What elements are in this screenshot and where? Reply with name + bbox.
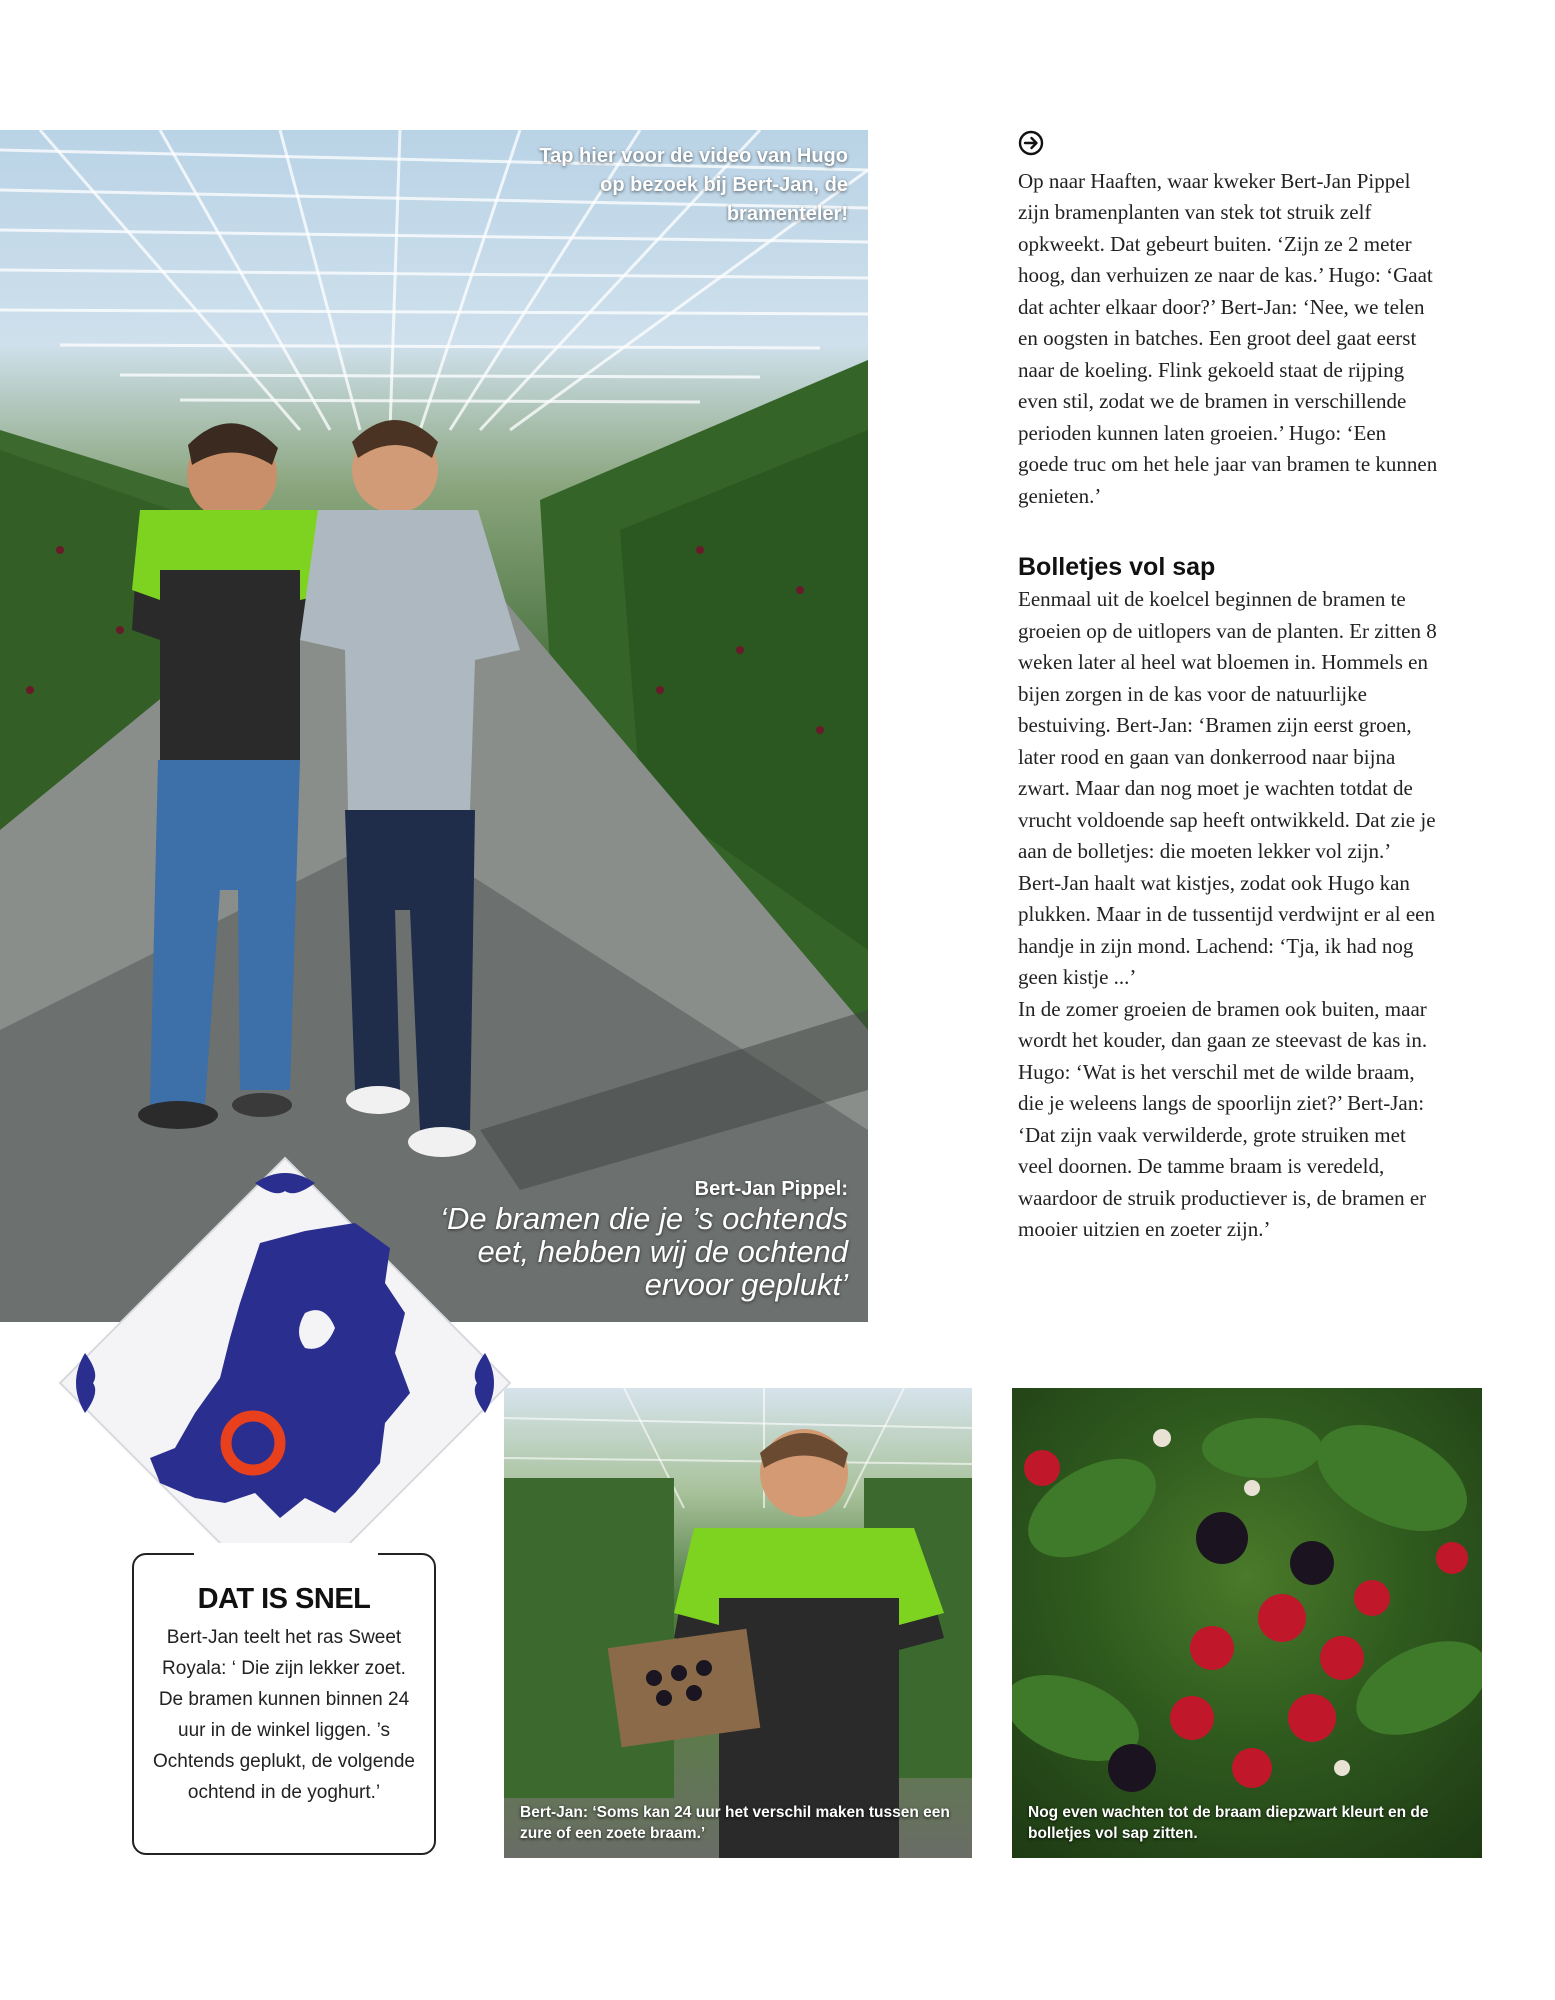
blackberries-scene (1012, 1388, 1482, 1858)
pull-quote: ‘De bramen die je ’s ochtends eet, hebben wij de ochtend ervoor geplukt’ (440, 1201, 848, 1302)
article-paragraph-1: Op naar Haaften, waar kweker Bert-Jan Pippel zijn bramenplanten van stek tot struik zelf opkweekt. Dat gebeurt buiten. ‘Zijn ze 2 meter hoog, dan verhuizen ze naar de kas.’ Hugo: ‘Gaat dat achter elkaar door?’ Bert-Jan: ‘Nee, we telen en oogsten in batches. Een groot deel gaat eerst naar de koeling. Flink gekoeld staat de rijping even stil, zodat we de bramen in verschillende perioden kunnen laten groeien.’ Hugo: ‘Een goede truc om het hele jaar van bramen te kunnen genieten.’ (1018, 168, 1438, 508)
grower-scene (504, 1388, 972, 1858)
info-box-title: DAT IS SNEL (197, 1583, 371, 1615)
arrow-right-circle-icon[interactable] (1018, 130, 1044, 156)
article-heading: Bolletjes vol sap (1018, 553, 1216, 581)
blackberries-photo-caption: Nog even wachten tot de braam diepzwart kleurt en de bolletjes vol sap zitten. (1028, 1804, 1429, 1842)
grower-photo (504, 1388, 972, 1858)
article-paragraph-2: Eenmaal uit de koelcel beginnen de bramen te groeien op de uitlopers van de planten. Er zitten 8 weken later al heel wat bloemen in. Hommels en bijen zorgen in de kas voor de natuurlijke bestuiving. Bert-Jan: ‘Bramen zijn eerst groen, later rood en gaan van donkerrood naar bijna zwart. Maar dan nog moet je wachten totdat de vrucht voldoende sap heeft ontwikkeld. Dat zie je aan de bolletjes: die moeten lekker vol zijn.’ Bert-Jan haalt wat kistjes, zodat ook Hugo kan plukken. Maar in de tussentijd verdwijnt er al een handje in zijn mond. Lachend: ‘Tja, ik had nog geen kistje ...’ (1018, 587, 1437, 989)
article-paragraph-3: In de zomer groeien de bramen ook buiten, maar wordt het kouder, dan gaan ze steevast de kas in. Hugo: ‘Wat is het verschil met de wilde braam, die je weleens langs de spoorlijn ziet?’ Bert-Jan: ‘Dat zijn vaak verwilderde, grote struiken met veel doornen. De tamme braam is veredeld, waardoor de struik productiever is, de bramen er mooier uitzien en zoeter zijn.’ (1018, 996, 1428, 1241)
info-box (132, 1553, 436, 1855)
article-column (1018, 130, 1438, 1246)
greenhouse-scene (0, 130, 868, 1322)
quote-author: Bert-Jan Pippel: (694, 1178, 848, 1200)
info-box-tab (194, 1543, 378, 1557)
blackberries-photo (1012, 1388, 1482, 1858)
main-photo[interactable] (0, 130, 868, 1322)
grower-photo-caption: Bert-Jan: ‘Soms kan 24 uur het verschil maken tussen een zure of een zoete braam.’ (520, 1804, 950, 1842)
info-box-body: Bert-Jan teelt het ras Sweet Royala: ‘ Die zijn lekker zoet. De bramen kunnen binnen 24 uur in de winkel liggen. ’s Ochtends geplukt, de volgende ochtend in de yoghurt.’ (153, 1627, 415, 1803)
video-caption[interactable]: Tap hier voor de video van Hugo op bezoek bij Bert-Jan, de bramenteler! (539, 145, 848, 225)
